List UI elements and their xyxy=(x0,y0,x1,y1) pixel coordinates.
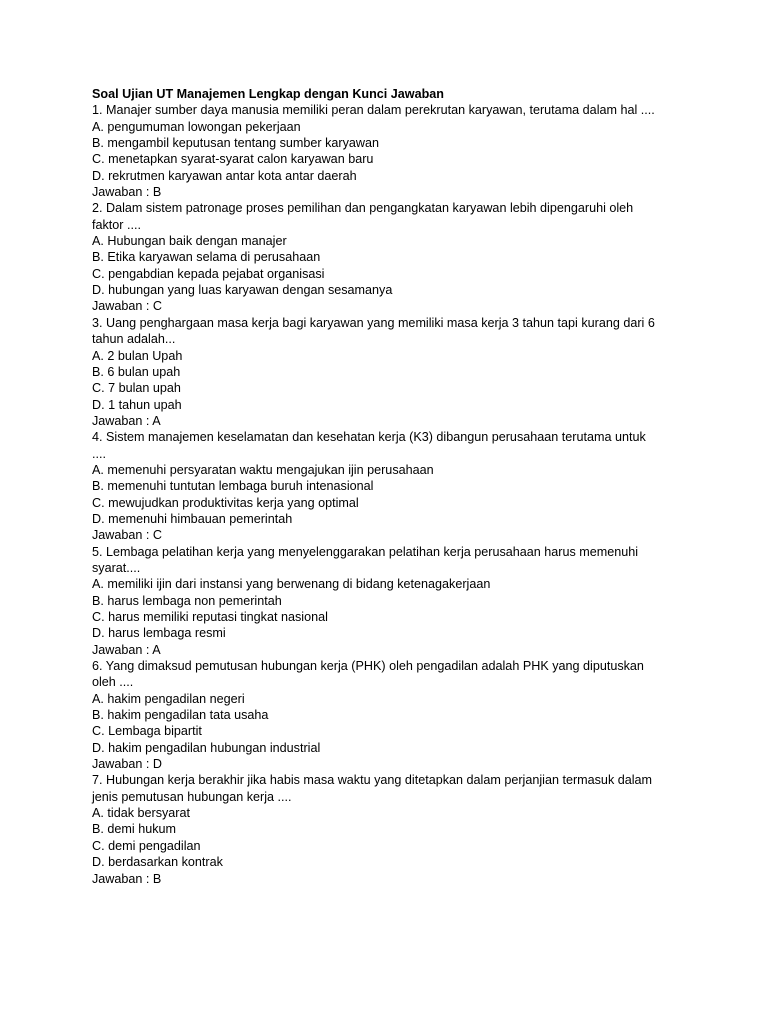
question-stem-continued: faktor .... xyxy=(92,217,141,232)
option-d: D. 1 tahun upah xyxy=(92,397,182,412)
option-a: A. tidak bersyarat xyxy=(92,806,190,821)
option-b: B. Etika karyawan selama di perusahaan xyxy=(92,250,321,265)
option-b: B. harus lembaga non pemerintah xyxy=(92,593,282,608)
option-a: A. pengumuman lowongan pekerjaan xyxy=(92,119,301,134)
answer-key: Jawaban : D xyxy=(92,757,163,772)
answer-key: Jawaban : B xyxy=(92,871,162,886)
question-stem-continued: .... xyxy=(92,446,106,461)
option-d: D. hakim pengadilan hubungan industrial xyxy=(92,740,321,755)
question-block xyxy=(92,658,732,772)
question-stem: 5. Lembaga pelatihan kerja yang menyelenggarakan pelatihan kerja perusahaan harus memenuhi xyxy=(92,544,639,559)
option-c: C. 7 bulan upah xyxy=(92,381,181,396)
option-b: B. memenuhi tuntutan lembaga buruh intenasional xyxy=(92,479,374,494)
option-d: D. memenuhi himbauan pemerintah xyxy=(92,511,293,526)
option-b: B. demi hukum xyxy=(92,822,176,837)
option-a: A. hakim pengadilan negeri xyxy=(92,691,245,706)
option-a: A. memiliki ijin dari instansi yang berwenang di bidang ketenagakerjaan xyxy=(92,577,491,592)
answer-key: Jawaban : A xyxy=(92,413,161,428)
option-a: A. memenuhi persyaratan waktu mengajukan ijin perusahaan xyxy=(92,462,434,477)
answer-key: Jawaban : C xyxy=(92,528,163,543)
question-stem-continued: jenis pemutusan hubungan kerja .... xyxy=(92,789,292,804)
document-page xyxy=(92,86,732,887)
question-stem-continued: oleh .... xyxy=(92,675,134,690)
question-stem: 4. Sistem manajemen keselamatan dan kesehatan kerja (K3) dibangun perusahaan terutama untuk xyxy=(92,430,646,445)
question-stem: 3. Uang penghargaan masa kerja bagi karyawan yang memiliki masa kerja 3 tahun tapi kurang dari 6 xyxy=(92,315,655,330)
option-c: C. pengabdian kepada pejabat organisasi xyxy=(92,266,325,281)
question-block xyxy=(92,102,732,200)
option-c: C. menetapkan syarat-syarat calon karyawan baru xyxy=(92,152,374,167)
question-stem: 1. Manajer sumber daya manusia memiliki peran dalam perekrutan karyawan, terutama dalam hal .... xyxy=(92,103,655,118)
option-a: A. Hubungan baik dengan manajer xyxy=(92,234,287,249)
option-c: C. Lembaga bipartit xyxy=(92,724,202,739)
option-b: B. 6 bulan upah xyxy=(92,364,181,379)
answer-key: Jawaban : B xyxy=(92,185,162,200)
option-b: B. hakim pengadilan tata usaha xyxy=(92,708,269,723)
question-stem: 2. Dalam sistem patronage proses pemilihan dan pengangkatan karyawan lebih dipengaruhi oleh xyxy=(92,201,634,216)
option-c: C. harus memiliki reputasi tingkat nasional xyxy=(92,610,328,624)
option-d: D. harus lembaga resmi xyxy=(92,626,226,641)
document-title: Soal Ujian UT Manajemen Lengkap dengan Kunci Jawaban xyxy=(92,87,444,101)
answer-key: Jawaban : C xyxy=(92,299,163,314)
question-stem-continued: syarat.... xyxy=(92,560,141,575)
option-c: C. mewujudkan produktivitas kerja yang optimal xyxy=(92,495,359,510)
question-stem: 7. Hubungan kerja berakhir jika habis masa waktu yang ditetapkan dalam perjanjian termasuk dalam xyxy=(92,773,653,788)
question-block xyxy=(92,544,732,658)
question-block xyxy=(92,772,732,886)
question-block xyxy=(92,429,732,543)
option-c: C. demi pengadilan xyxy=(92,838,201,853)
option-b: B. mengambil keputusan tentang sumber karyawan xyxy=(92,136,380,151)
answer-key: Jawaban : A xyxy=(92,642,161,657)
option-d: D. rekrutmen karyawan antar kota antar daerah xyxy=(92,168,357,183)
option-d: D. hubungan yang luas karyawan dengan sesamanya xyxy=(92,283,393,298)
option-a: A. 2 bulan Upah xyxy=(92,348,183,363)
question-block xyxy=(92,200,732,314)
question-block xyxy=(92,315,732,429)
option-d: D. berdasarkan kontrak xyxy=(92,855,223,870)
question-stem-continued: tahun adalah... xyxy=(92,332,176,347)
question-stem: 6. Yang dimaksud pemutusan hubungan kerja (PHK) oleh pengadilan adalah PHK yang diputuskan xyxy=(92,659,644,674)
